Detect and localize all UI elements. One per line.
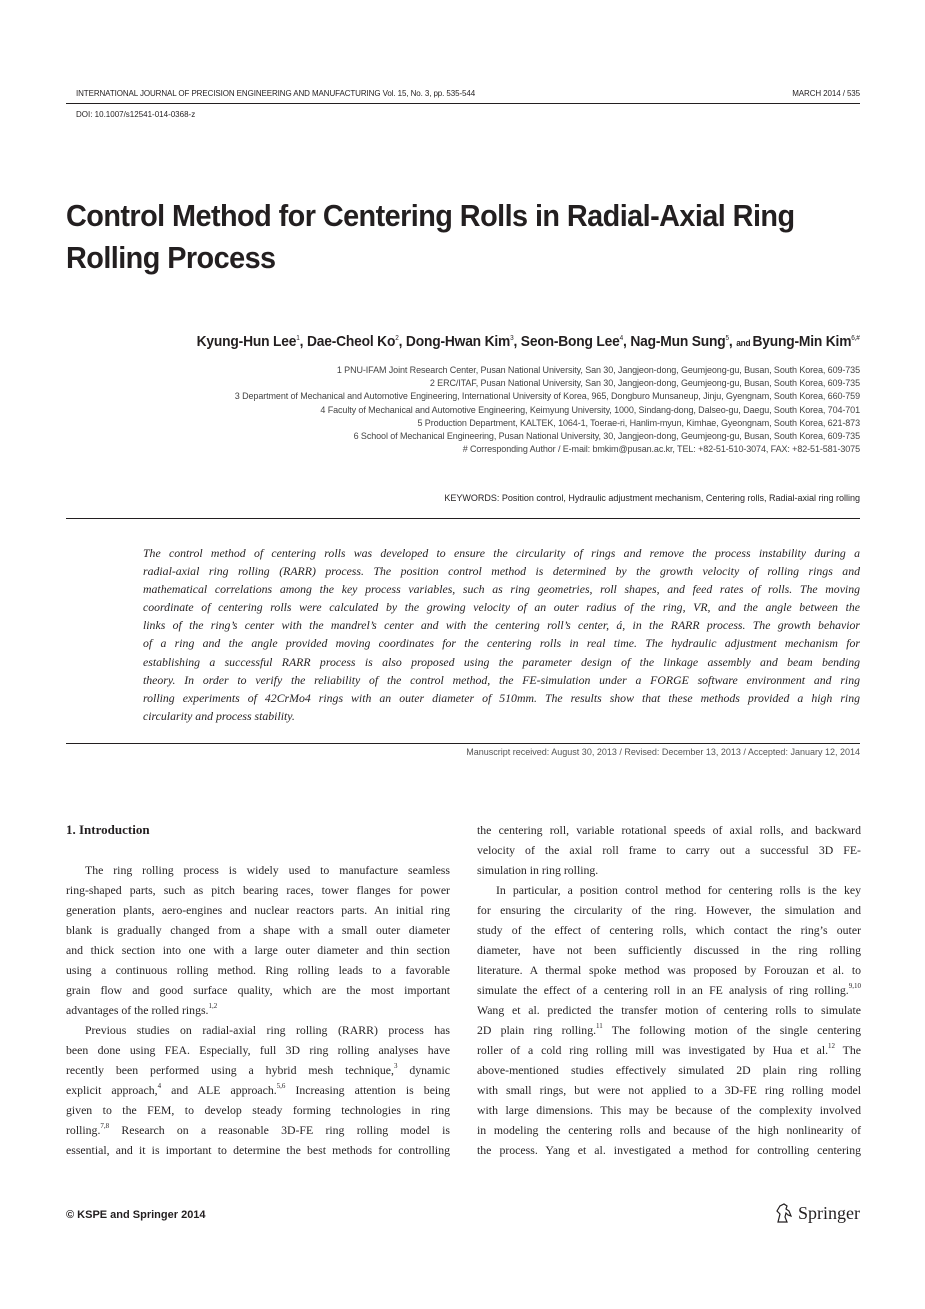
right-column bbox=[477, 820, 861, 1160]
author-affiliation-mark: 4 bbox=[619, 335, 624, 342]
text-line: In particular, a position control method for centering rolls is the key bbox=[496, 883, 861, 897]
abstract-line: rolling experiments of 42CrMo4 rings with an outer diameter of 510mm. The results show that these methods provided a high ring bbox=[143, 690, 860, 705]
author-affiliation-mark: 3 bbox=[510, 335, 514, 342]
text-line: Previous studies on radial-axial ring rolling (RARR) process has bbox=[85, 1023, 450, 1037]
text-line: the centering roll, variable rotational speeds of axial rolls, and backward bbox=[477, 823, 861, 837]
abstract-line: radial-axial ring rolling (RARR) process. The position control method is determined by the growth velocity of rolling rings and bbox=[143, 564, 860, 579]
citation-ref: 4 bbox=[157, 1082, 162, 1090]
running-head bbox=[76, 89, 860, 98]
copyright: © KSPE and Springer 2014 bbox=[66, 1209, 206, 1221]
publisher-name: Springer bbox=[798, 1202, 860, 1223]
abstract-line: circularity and process stability. bbox=[143, 708, 295, 723]
left-column bbox=[66, 820, 450, 1160]
text-line: in modeling the centering rolls and because of the high nonlinearity of bbox=[477, 1123, 861, 1137]
text-line: for ensuring the circularity of the ring. However, the simulation and bbox=[477, 903, 861, 917]
text-line: roller of a cold ring rolling mill was investigated by Hua et al.$^{12}$ The bbox=[477, 1042, 861, 1057]
text-line: above-mentioned studies effectively simulated 2D plain ring rolling bbox=[477, 1063, 861, 1077]
text-line: with large dimensions. This may be because of the complexity involved bbox=[477, 1103, 861, 1117]
text-line: rolling.$^{7,8}$ Research on a reasonable 3D-FE ring rolling model is bbox=[66, 1122, 450, 1137]
affiliation-line: 6 School of Mechanical Engineering, Pusan National University, 30, Jangjeon-dong, Geumjeong-gu, Busan, South Korea, 609-735 bbox=[353, 431, 860, 442]
affiliation-line: # Corresponding Author / E-mail: bmkim@pusan.ac.kr, TEL: +82-51-510-3074, FAX: +82-51-581-3075 bbox=[462, 444, 860, 455]
text-line: recently been performed using a hybrid mesh technique,$^3$ dynamic bbox=[66, 1062, 450, 1077]
author-affiliation-mark: 2 bbox=[395, 335, 399, 342]
text-line: the process. Yang et al. investigated a method for controlling centering bbox=[477, 1143, 861, 1157]
text-line: diameter, have not been sufficiently discussed in the ring rolling bbox=[477, 943, 861, 957]
citation-ref: 9,10 bbox=[848, 982, 861, 990]
author-name: Nag-Mun Sung bbox=[630, 333, 726, 350]
abstract-line: of a ring and the angle provided moving coordinates for the centering rolls in real time. The hydraulic adjustment mechanism for bbox=[143, 636, 860, 651]
springer-horse-icon bbox=[774, 1202, 794, 1224]
keywords-rule bbox=[66, 518, 860, 519]
text-line: simulation in ring rolling. bbox=[477, 863, 599, 877]
text-line: using a continuous rolling method. Ring rolling leads to a favorable bbox=[66, 963, 450, 977]
paper-title: Control Method for Centering Rolls in Radial-Axial Ring Rolling Process bbox=[66, 198, 795, 275]
author-name: Byung-Min Kim bbox=[752, 333, 852, 350]
affiliation-list bbox=[235, 364, 860, 456]
affiliation-line: 2 ERC/ITAF, Pusan National University, San 30, Jangjeon-dong, Geumjeong-gu, Busan, South Korea, 609-735 bbox=[429, 378, 860, 389]
abstract-line: mathematical correlations among the key process variables, such as ring geometries, roll shapes, and feed rates of rolls. The moving bbox=[143, 582, 860, 597]
abstract-line: links of the ring’s center with the mandrel’s center and with the centering roll’s center, á, in the RARR process. The growth behavior bbox=[143, 618, 860, 633]
abstract-line: coordinate of centering rolls were calculated by the growing velocity of an outer radius of the ring, VR, and the angle between the bbox=[143, 600, 860, 615]
author-name: Dong-Hwan Kim bbox=[406, 333, 511, 350]
text-line: Wang et al. predicted the transfer motion of centering rolls to simulate bbox=[477, 1003, 861, 1017]
author-name: Dae-Cheol Ko bbox=[307, 333, 396, 350]
text-line: explicit approach,$^4$ and ALE approach.$^{5,6}$ Increasing attention is being bbox=[66, 1082, 451, 1097]
text-line: simulate the effect of a centering roll in an FE analysis of ring rolling.$^{9,10}$ bbox=[477, 982, 861, 997]
text-line: generation plants, aero-engines and nuclear reactors parts. An initial ring bbox=[66, 903, 450, 917]
abstract-line: theory. In order to verify the reliability of the control method, the FE-simulation under a FORGE software environment and ring bbox=[143, 672, 860, 687]
journal-citation: INTERNATIONAL JOURNAL OF PRECISION ENGINEERING AND MANUFACTURING Vol. 15, No. 3, pp. 535-544 bbox=[76, 89, 476, 98]
text-line: The ring rolling process is widely used to manufacture seamless bbox=[85, 863, 450, 877]
citation-ref: 7,8 bbox=[100, 1122, 110, 1130]
author-name: Kyung-Hun Lee bbox=[196, 333, 297, 350]
affiliation-line: 5 Production Department, KALTEK, 1064-1, Toerae-ri, Hanlim-myun, Kimhae, Gyeongnam, South Korea, 621-873 bbox=[417, 417, 860, 428]
text-line: been done using FEA. Especially, full 3D ring rolling analyses have bbox=[66, 1043, 450, 1057]
keywords: KEYWORDS: Position control, Hydraulic adjustment mechanism, Centering rolls, Radial-axial ring rolling bbox=[444, 493, 860, 503]
doi: DOI: 10.1007/s12541-014-0368-z bbox=[76, 110, 196, 119]
text-line: and thick section into one with a large outer diameter and thin section bbox=[66, 943, 450, 957]
text-line: advantages of the rolled rings.$^{1,2}$ bbox=[66, 1002, 218, 1017]
text-line: with small rings, but were not applied to a 3D-FE ring rolling model bbox=[477, 1083, 861, 1097]
text-line: blank is gradually changed from a shape with a small outer diameter bbox=[66, 923, 450, 937]
text-line: grain flow and good surface quality, which are the most important bbox=[66, 983, 450, 997]
header-rule bbox=[66, 103, 860, 104]
section-heading: 1. Introduction bbox=[66, 822, 150, 837]
author-affiliation-mark: 1 bbox=[296, 335, 300, 342]
citation-ref: 12 bbox=[828, 1042, 836, 1050]
text-line: study of the effect of centering rolls, which contact the ring’s outer bbox=[477, 923, 861, 937]
text-line: given to the FEM, to develop steady forming technologies in ring bbox=[66, 1103, 450, 1117]
affiliation-line: 3 Department of Mechanical and Automotive Engineering, International University of Korea, 965, Dongburo Munsaneup, Jinju, Gyengnam, South Korea, 660-759 bbox=[234, 391, 860, 402]
abstract bbox=[143, 544, 860, 725]
text-line: ring-shaped parts, such as pitch bearing races, tower flanges for power bbox=[66, 883, 450, 897]
text-line: 2D plain ring rolling.$^{11}$ The following motion of the single centering bbox=[477, 1022, 861, 1037]
citation-ref: 3 bbox=[393, 1062, 398, 1070]
author-affiliation-mark: 5 bbox=[725, 335, 730, 342]
author-conjunction: and bbox=[736, 338, 753, 348]
manuscript-dates: Manuscript received: August 30, 2013 / Revised: December 13, 2013 / Accepted: January 12, 2014 bbox=[466, 747, 860, 757]
author-affiliation-mark: 6,# bbox=[851, 335, 860, 342]
citation-ref: 5,6 bbox=[276, 1082, 286, 1090]
publisher-logo bbox=[774, 1202, 860, 1224]
author-name: Seon-Bong Lee bbox=[521, 333, 620, 350]
abstract-rule bbox=[66, 743, 860, 744]
abstract-line: The control method of centering rolls was developed to ensure the circularity of rings and remove the process instability during a bbox=[143, 546, 860, 560]
text-line: velocity of the axial roll frame to carry out a successful 3D FE- bbox=[477, 843, 861, 857]
citation-ref: 1,2 bbox=[208, 1002, 218, 1010]
date-page: MARCH 2014 / 535 bbox=[792, 89, 860, 98]
text-line: essential, and it is important to determine the best methods for controlling bbox=[66, 1143, 450, 1157]
affiliation-line: 4 Faculty of Mechanical and Automotive Engineering, Keimyung University, 1000, Sindang-dong, Dalseo-gu, Daegu, South Korea, 704-701 bbox=[320, 404, 860, 415]
abstract-line: establishing a successful RARR process is also proposed using the parameter design of the linkage assembly and beam bending bbox=[143, 654, 860, 669]
citation-ref: 11 bbox=[596, 1022, 603, 1030]
author-list: Kyung-Hun Lee$^1$, Dae-Cheol Ko$^2$, Dong-Hwan Kim$^3$, Seon-Bong Lee$^4$, Nag-Mun Sung$^5$, and Byung-Min Kim$^{6,\#}$ bbox=[196, 333, 860, 350]
text-line: literature. A thermal spoke method was proposed by Forouzan et al. to bbox=[477, 963, 861, 977]
affiliation-line: 1 PNU-IFAM Joint Research Center, Pusan National University, San 30, Jangjeon-dong, Geumjeong-gu, Busan, South Korea, 609-735 bbox=[336, 365, 860, 375]
